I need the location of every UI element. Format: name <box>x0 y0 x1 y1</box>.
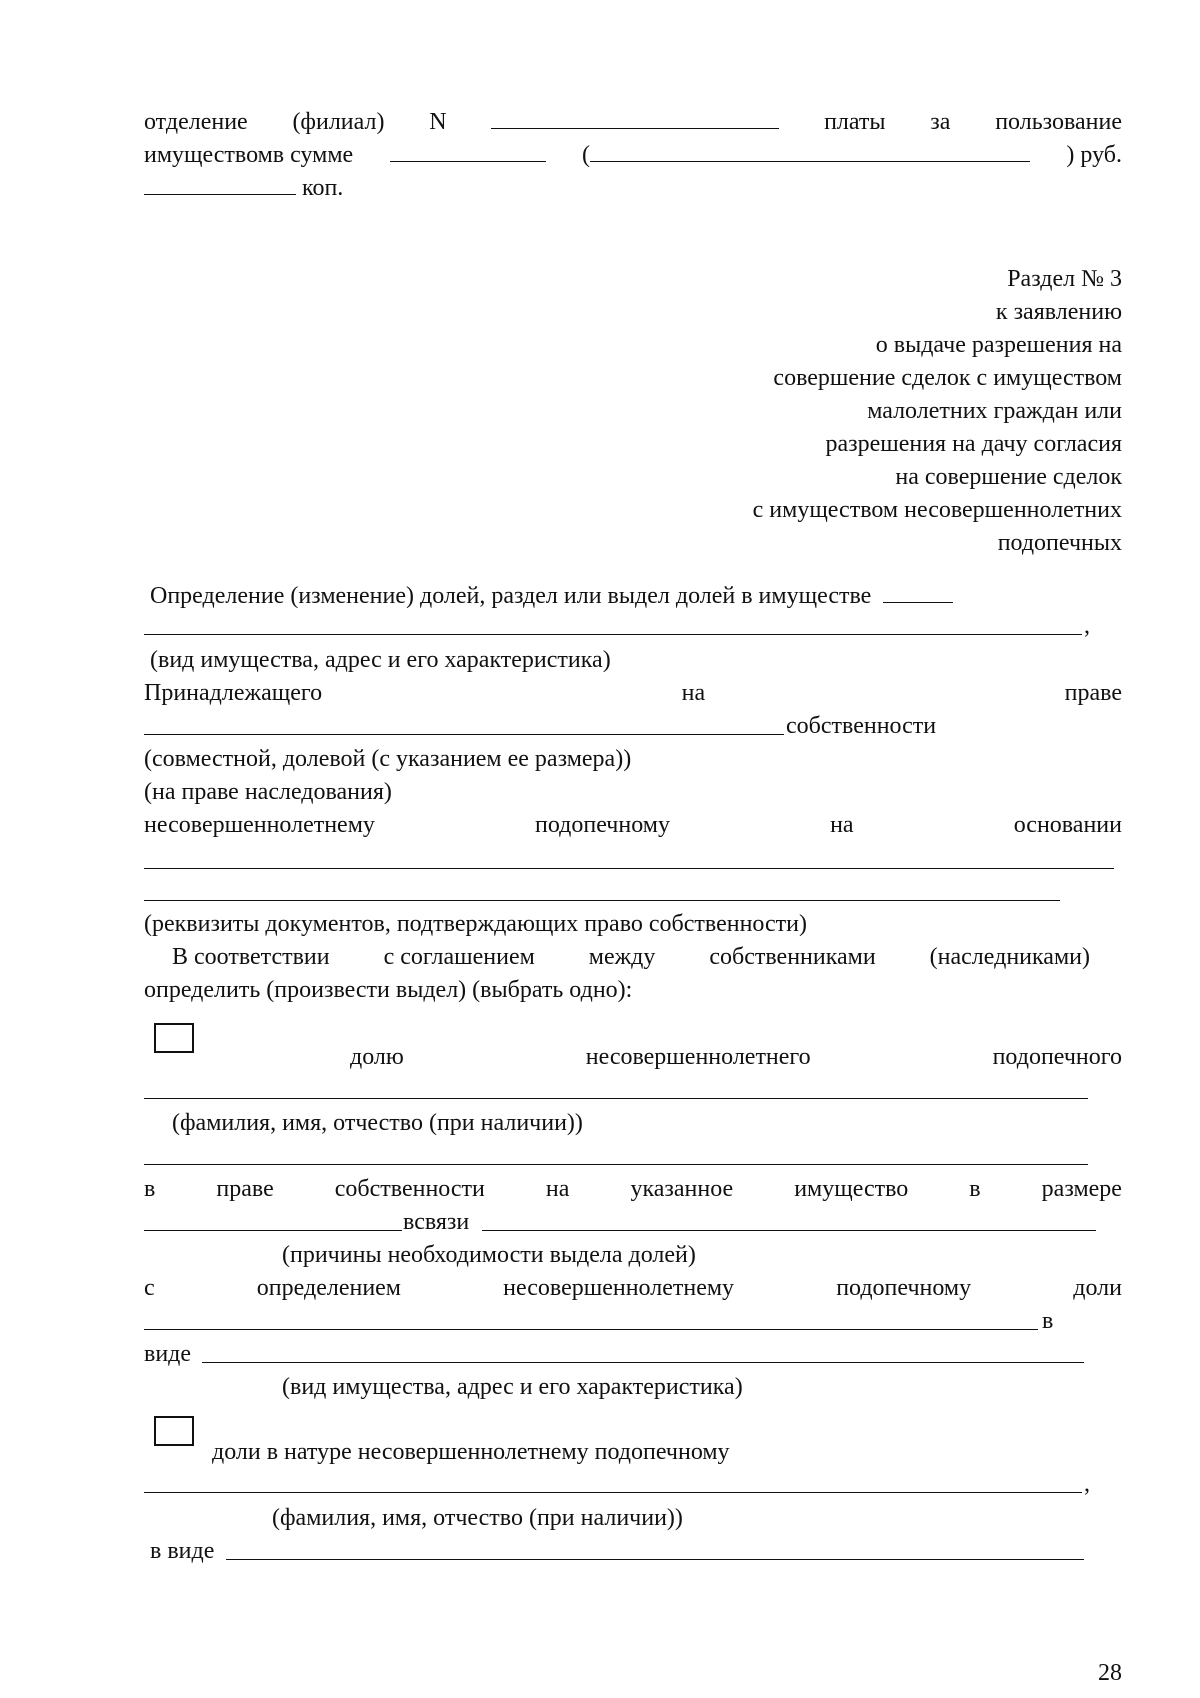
word: в <box>969 1176 981 1202</box>
section-header-1: Раздел № 3 <box>1007 266 1122 292</box>
opt1-line <box>350 1045 1122 1069</box>
top-line-3 <box>144 176 343 200</box>
hint-property: (вид имущества, адрес и его характеристика) <box>150 647 611 673</box>
word: праве <box>216 1176 274 1202</box>
word: размере <box>1041 1176 1122 1202</box>
fill-line-minor-name-2 <box>144 1164 1088 1165</box>
intro-line <box>150 584 953 608</box>
in-vide-label: в виде <box>150 1538 215 1564</box>
fill-line-sum-words <box>590 160 1030 162</box>
section-header-9: подопечных <box>997 530 1122 556</box>
hint-property-2: (вид имущества, адрес и его характеристика) <box>282 1374 743 1400</box>
fill-line-property <box>144 634 1082 635</box>
fill-line-owner <box>144 734 784 735</box>
word: на <box>681 680 706 706</box>
word: В соответствии <box>172 944 330 970</box>
comma: , <box>1084 613 1090 639</box>
word: в <box>144 1176 156 1202</box>
hint-joint: (совместной, долевой (с указанием ее размера)) <box>144 746 632 772</box>
fill-line-kop <box>144 193 296 195</box>
kop-label: коп. <box>296 175 344 201</box>
section-header-5: малолетних граждан или <box>867 398 1122 424</box>
word: несовершеннолетнему <box>144 812 375 838</box>
word: ) руб. <box>1066 142 1122 168</box>
ownership-text: собственности <box>786 713 937 739</box>
word: N <box>429 109 447 135</box>
word: имуществомв сумме <box>144 142 354 168</box>
word: на <box>830 812 854 838</box>
paren-open: ( <box>582 142 590 168</box>
hint-docs: (реквизиты документов, подтверждающих право собственности) <box>144 911 807 937</box>
word: основании <box>1013 812 1122 838</box>
word: доли <box>1073 1275 1122 1301</box>
word: определением <box>256 1275 401 1301</box>
top-line-1 <box>144 110 1122 134</box>
word: несовершеннолетнего <box>585 1044 811 1070</box>
word: Принадлежащего <box>144 680 323 706</box>
word: имущество <box>794 1176 909 1202</box>
word: несовершеннолетнему <box>503 1275 735 1301</box>
section-header-7: на совершение сделок <box>895 464 1122 490</box>
word: на <box>545 1176 570 1202</box>
fill-line-sum <box>390 160 546 162</box>
fill-line-vide <box>202 1362 1084 1363</box>
basis-line <box>144 813 1122 837</box>
word: долю <box>350 1044 404 1070</box>
word: с <box>144 1275 155 1301</box>
fill-line-in-vide <box>226 1559 1084 1560</box>
hint-fio-2: (фамилия, имя, отчество (при наличии)) <box>272 1505 683 1531</box>
fill-line-share <box>144 1329 1038 1330</box>
option-share-checkbox[interactable] <box>154 1023 194 1053</box>
size-line <box>144 1177 1122 1201</box>
agree-line-2: определить (произвести выдел) (выбрать одно): <box>144 977 633 1003</box>
word: праве <box>1064 680 1122 706</box>
word: (филиал) <box>292 109 385 135</box>
fill-line-size <box>144 1230 402 1231</box>
vide-label: виде <box>144 1341 192 1367</box>
word: между <box>588 944 656 970</box>
comma-2: , <box>1084 1471 1090 1497</box>
opt2-text: доли в натуре несовершеннолетнему подопечному <box>212 1439 730 1465</box>
top-line-2 <box>144 143 1122 167</box>
agree-line <box>172 945 1090 969</box>
section-header-3: о выдаче разрешения на <box>875 332 1122 358</box>
hint-inherit: (на праве наследования) <box>144 779 392 805</box>
fill-line-basis-2 <box>144 900 1060 901</box>
word: собственности <box>334 1176 485 1202</box>
fill-line-basis-1 <box>144 868 1114 869</box>
section-header-6: разрешения на дачу согласия <box>825 431 1122 457</box>
fill-line-intro <box>883 601 953 603</box>
fill-line-minor-name-3 <box>144 1492 1082 1493</box>
fill-line-branch-number <box>491 127 779 129</box>
fill-line-minor-name <box>144 1098 1088 1099</box>
page-number: 28 <box>1098 1660 1122 1686</box>
option-natura-checkbox[interactable] <box>154 1416 194 1446</box>
word: подопечного <box>992 1044 1122 1070</box>
hint-reason: (причины необходимости выдела долей) <box>282 1242 696 1268</box>
section-header-2: к заявлению <box>995 299 1122 325</box>
sum-words-group <box>582 143 1030 167</box>
word: указанное <box>630 1176 734 1202</box>
intro-text: Определение (изменение) долей, раздел или выдел долей в имуществе <box>150 583 872 609</box>
own-line <box>144 681 1122 705</box>
word: отделение <box>144 109 248 135</box>
word: подопечному <box>836 1275 972 1301</box>
section-header-4: совершение сделок с имуществом <box>773 365 1122 391</box>
word: (наследниками) <box>929 944 1090 970</box>
word: собственниками <box>709 944 876 970</box>
word: пользование <box>995 109 1122 135</box>
in-letter: в <box>1042 1308 1054 1334</box>
section-header-8: с имуществом несовершеннолетних <box>752 497 1122 523</box>
word: подопечному <box>535 812 670 838</box>
def-line <box>144 1276 1122 1300</box>
word: за <box>930 109 951 135</box>
word: платы <box>824 109 886 135</box>
fill-line-reason <box>482 1230 1096 1231</box>
hint-fio-1: (фамилия, имя, отчество (при наличии)) <box>172 1110 583 1136</box>
word: с соглашением <box>383 944 535 970</box>
due-text: всвязи <box>403 1209 470 1235</box>
